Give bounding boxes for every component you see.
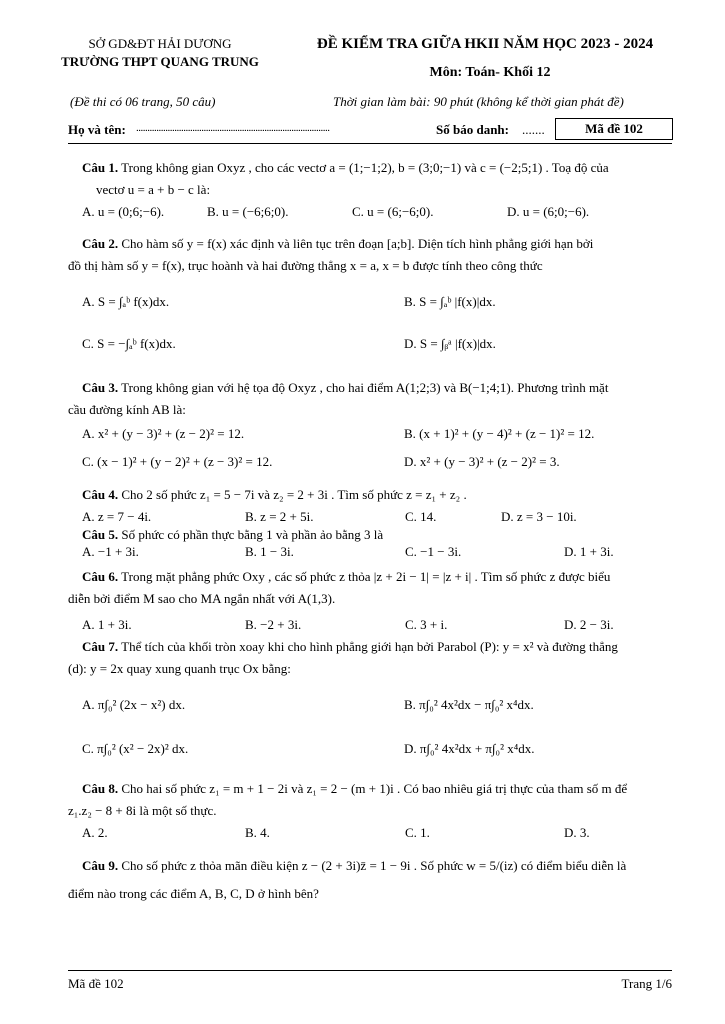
options (82, 822, 674, 844)
question-label: Câu 6. (82, 569, 119, 584)
question-text-cont: vectơ u = a + b − c là: (96, 182, 211, 197)
question-2 (68, 233, 674, 363)
subject: Môn: Toán- Khối 12 (429, 65, 551, 80)
question-5 (82, 526, 674, 561)
question-9 (68, 852, 674, 908)
question-label: Câu 4. (82, 487, 119, 502)
option-d: D. S = ∫ᵦᵃ |f(x)|dx. (404, 336, 496, 351)
option-b: B. u = (−6;6;0). (207, 204, 289, 219)
options-row-1 (82, 686, 674, 724)
option-d: D. 1 + 3i. (564, 544, 614, 559)
option-d: D. 3. (564, 825, 590, 840)
footer-exam-code: Mã đề 102 (68, 976, 124, 991)
option-a: A. −1 + 3i. (82, 544, 139, 559)
footer-page-number: Trang 1/6 (621, 976, 672, 991)
exam-title: ĐỀ KIỂM TRA GIỮA HKII NĂM HỌC 2023 - 2024 (316, 36, 654, 52)
option-d: D. x² + (y − 3)² + (z − 2)² = 3. (404, 454, 560, 469)
id-dots: ....... (522, 122, 545, 137)
option-a: A. π∫₀² (2x − x²) dx. (82, 697, 186, 712)
question-label: Câu 9. (82, 858, 119, 873)
question-text: Trong không gian với hệ tọa độ Oxyz , cho hai điểm A(1;2;3) và B(−1;4;1). Phương trình mặt (121, 380, 609, 395)
question-text-cont: diễn bởi điểm M sao cho MA ngắn nhất với A(1,3). (68, 591, 336, 606)
option-a: A. S = ∫ₐᵇ f(x)dx. (82, 294, 170, 309)
question-text: Số phức có phần thực bằng 1 và phần ảo bằng 3 là (121, 527, 384, 542)
question-label: Câu 8. (82, 781, 119, 796)
question-1 (82, 157, 674, 223)
question-6 (68, 566, 674, 636)
question-label: Câu 3. (82, 380, 119, 395)
options (82, 543, 674, 561)
question-label: Câu 1. (82, 160, 119, 175)
question-text-cont: cầu đường kính AB là: (68, 402, 186, 417)
question-text: Cho hàm số y = f(x) xác định và liên tục trên đoạn [a;b]. Diện tích hình phẳng giới hạn bởi (121, 236, 594, 251)
option-a: A. z = 7 − 4i. (82, 509, 152, 524)
question-text: Thể tích của khối tròn xoay khi cho hình phẳng giới hạn bởi Parabol (P): y = x² và đường thẳng (121, 639, 618, 654)
option-d: D. z = 3 − 10i. (501, 509, 577, 524)
options-row-2 (82, 451, 674, 473)
option-d: D. 2 − 3i. (564, 617, 614, 632)
name-label: Họ và tên: (68, 122, 126, 137)
question-label: Câu 7. (82, 639, 119, 654)
option-c: C. S = −∫ₐᵇ f(x)dx. (82, 336, 176, 351)
option-a: A. u = (0;6;−6). (82, 204, 165, 219)
dept-name: SỞ GD&ĐT HẢI DƯƠNG (88, 36, 232, 51)
question-3 (68, 377, 674, 473)
options-row-2 (82, 325, 674, 363)
option-c: C. 1. (405, 825, 430, 840)
option-c: C. π∫₀² (x² − 2x)² dx. (82, 741, 189, 756)
options-row-1 (82, 423, 674, 445)
option-b: B. −2 + 3i. (245, 617, 302, 632)
option-d: D. π∫₀² 4x²dx + π∫₀² x⁴dx. (404, 741, 535, 756)
option-c: C. u = (6;−6;0). (352, 204, 434, 219)
time-note: Thời gian làm bài: 90 phút (không kể thời gian phát đề) (333, 94, 624, 109)
option-b: B. 4. (245, 825, 270, 840)
option-c: C. (x − 1)² + (y − 2)² + (z − 3)² = 12. (82, 454, 273, 469)
option-c: C. 14. (405, 509, 437, 524)
option-b: B. 1 − 3i. (245, 544, 294, 559)
id-label: Số báo danh: (436, 122, 509, 137)
options (82, 201, 674, 223)
options-row-2 (82, 730, 674, 768)
question-text-cont: đồ thị hàm số y = f(x), trục hoành và hai đường thẳng x = a, x = b được tính theo công thức (68, 258, 543, 273)
option-b: B. (x + 1)² + (y − 4)² + (z − 1)² = 12. (404, 426, 595, 441)
question-7 (68, 636, 674, 768)
options (82, 614, 674, 636)
question-text: Cho số phức z thỏa mãn điều kiện z − (2 + 3i)z̄ = 1 − 9i . Số phức w = 5/(iz) có điểm biểu diễn là (121, 858, 627, 873)
option-b: B. z = 2 + 5i. (245, 509, 314, 524)
school-name: TRƯỜNG THPT QUANG TRUNG (61, 54, 259, 69)
option-b: B. S = ∫ₐᵇ |f(x)|dx. (404, 294, 496, 309)
footer-divider (68, 970, 672, 971)
options-row-1 (82, 283, 674, 321)
question-text: Trong mặt phẳng phức Oxy , các số phức z thỏa |z + 2i − 1| = |z + i| . Tìm số phức z được biểu (121, 569, 611, 584)
pages-note: (Đề thi có 06 trang, 50 câu) (70, 94, 216, 109)
question-text: Cho hai số phức z₁ = m + 1 − 2i và z₁ = 2 − (m + 1)i . Có bao nhiêu giá trị thực của tham số m để (121, 781, 628, 796)
question-8 (68, 778, 674, 844)
question-label: Câu 2. (82, 236, 119, 251)
option-c: C. −1 − 3i. (405, 544, 462, 559)
option-a: A. x² + (y − 3)² + (z − 2)² = 12. (82, 426, 245, 441)
question-text-cont: z₁.z₂ − 8 + 8i là một số thực. (68, 803, 217, 818)
question-text: Trong không gian Oxyz , cho các vectơ a = (1;−1;2), b = (3;0;−1) và c = (−2;5;1) . Toạ độ của (121, 160, 609, 175)
name-dots: ...................................................................................... (136, 122, 330, 134)
exam-code-box: Mã đề 102 (555, 118, 673, 140)
question-label: Câu 5. (82, 527, 119, 542)
header-divider (68, 143, 672, 144)
question-text-cont: điểm nào trong các điểm A, B, C, D ở hình bên? (68, 886, 319, 901)
option-a: A. 2. (82, 825, 108, 840)
option-b: B. π∫₀² 4x²dx − π∫₀² x⁴dx. (404, 697, 534, 712)
question-4 (82, 484, 674, 528)
question-text: Cho 2 số phức z₁ = 5 − 7i và z₂ = 2 + 3i . Tìm số phức z = z₁ + z₂ . (121, 487, 467, 502)
options (82, 506, 674, 528)
option-c: C. 3 + i. (405, 617, 448, 632)
option-d: D. u = (6;0;−6). (507, 204, 590, 219)
option-a: A. 1 + 3i. (82, 617, 132, 632)
question-text-cont: (d): y = 2x quay xung quanh trục Ox bằng: (68, 661, 291, 676)
